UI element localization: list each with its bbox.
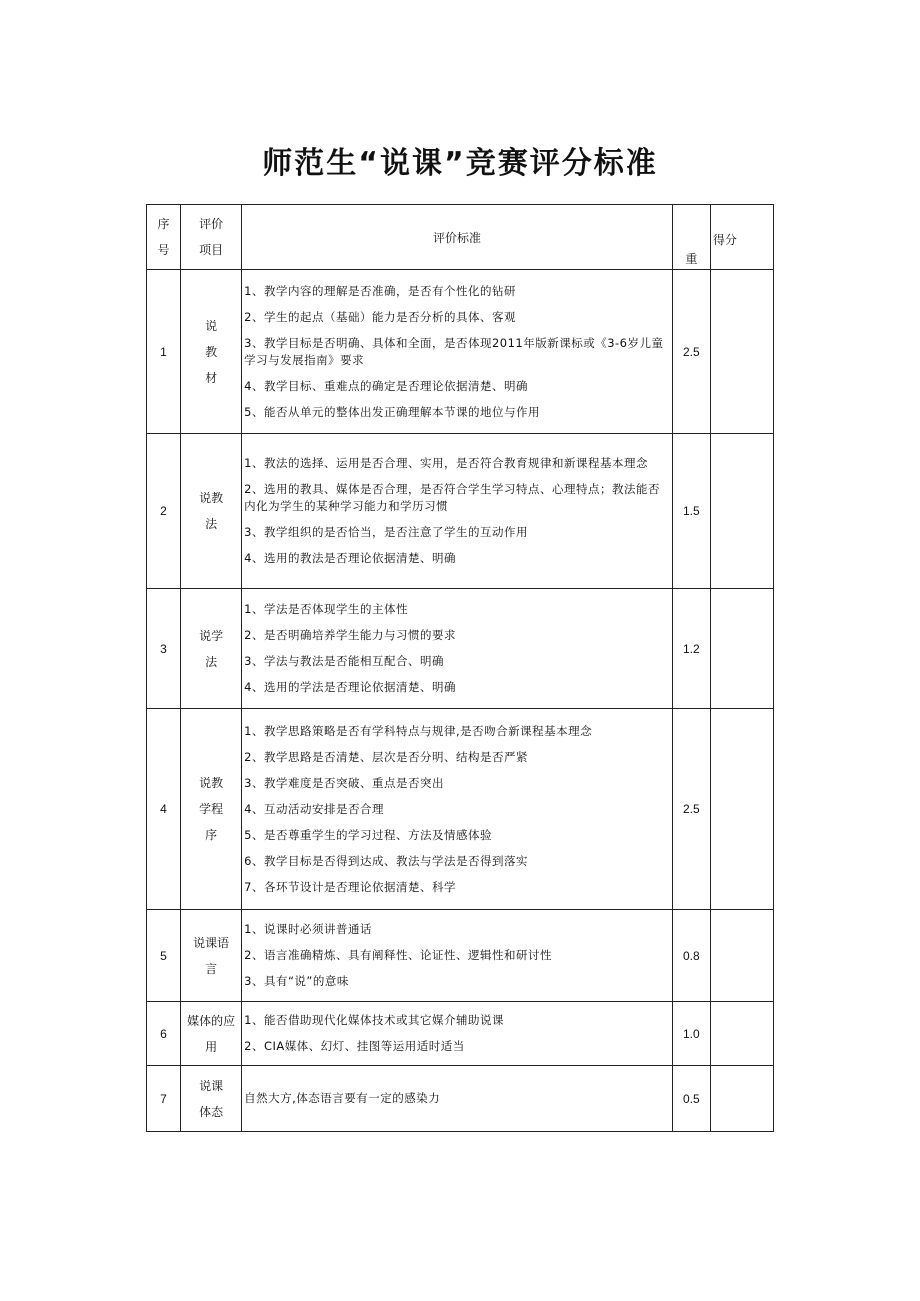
criteria-item: 1、教法的选择、运用是否合理、实用，是否符合教育规律和新课程基本理念 [244,456,648,470]
evaluation-item-line: 说 [205,318,218,333]
criteria-item: 1、教学思路策略是否有学科特点与规律,是否吻合新课程基本理念 [244,723,593,738]
seq-number: 5 [147,910,181,1002]
evaluation-item-line: 用 [205,1039,218,1054]
weight-value: 1.2 [672,589,710,709]
seq-number: 4 [147,709,181,910]
criteria-item: 4、选用的学法是否理论依据清楚、明确 [244,680,456,694]
score-input-cell[interactable] [710,709,773,910]
criteria-item: 1、教学内容的理解是否准确，是否有个性化的钻研 [244,283,516,298]
table-row [147,1066,774,1132]
table-row [147,1002,774,1066]
criteria-cell [242,1002,673,1066]
score-input-cell[interactable] [710,1066,773,1132]
criteria-item: 4、互动活动安排是否合理 [244,801,384,816]
criteria-item: 2、选用的教具、媒体是否合理，是否符合学生学习特点、心理特点；教法能否内化为学生的某种学习能力和学历习惯 [244,482,660,513]
evaluation-item-line: 说课语 [193,935,230,950]
criteria-cell [242,709,673,910]
criteria-item: 6、教学目标是否得到达成、教法与学法是否得到落实 [244,853,528,868]
header-item [181,205,242,270]
table-header-row [147,205,774,270]
scoring-table [146,204,774,1132]
score-input-cell[interactable] [710,434,773,589]
criteria-item: 1、能否借助现代化媒体技术或其它媒介辅助说课 [244,1013,504,1027]
page-title: 师范生“说课”竞赛评分标准 [262,146,658,181]
criteria-item: 2、语言准确精炼、具有阐释性、论证性、逻辑性和研讨性 [244,948,552,962]
evaluation-item [181,270,242,434]
evaluation-item-line: 说学 [199,628,224,643]
table-row [147,910,774,1002]
criteria-cell [242,1066,673,1132]
criteria-cell [242,434,673,589]
criteria-cell [242,910,673,1002]
criteria-item: 自然大方,体态语言要有一定的感染力 [244,1091,441,1105]
seq-number: 2 [147,434,181,589]
score-input-cell[interactable] [710,589,773,709]
criteria-item: 4、选用的教法是否理论依据清楚、明确 [244,551,456,565]
evaluation-item [181,910,242,1002]
header-score: 得分 [710,205,773,270]
criteria-item: 3、教学目标是否明确、具体和全面，是否体现2011年版新课标或《3-6岁儿童学习与发展指南》要求 [244,335,664,367]
evaluation-item-line: 材 [205,370,218,385]
evaluation-item-line: 媒体的应 [187,1013,236,1028]
header-item-line: 评价 [199,217,224,231]
criteria-item: 1、说课时必须讲普通话 [244,922,372,936]
header-seq-line: 序 [157,217,170,231]
evaluation-item [181,709,242,910]
criteria-item: 2、学生的起点（基础）能力是否分析的具体、客观 [244,309,516,324]
header-seq [147,205,181,270]
seq-number: 3 [147,589,181,709]
evaluation-item-line: 法 [205,654,218,669]
weight-value: 2.5 [672,270,710,434]
table-row [147,270,774,434]
weight-value: 2.5 [672,709,710,910]
criteria-item: 3、教学难度是否突破、重点是否突出 [244,775,444,790]
evaluation-item-line: 言 [205,961,218,976]
evaluation-item-line: 法 [205,517,218,531]
header-seq-line: 号 [157,243,170,257]
evaluation-item [181,589,242,709]
evaluation-item [181,434,242,589]
header-criteria: 评价标准 [242,205,673,270]
criteria-item: 2、是否明确培养学生能力与习惯的要求 [244,628,456,642]
criteria-item: 5、是否尊重学生的学习过程、方法及情感体验 [244,827,492,842]
evaluation-item-line: 教 [205,344,218,359]
table-row [147,709,774,910]
evaluation-item-line: 说课 [199,1078,224,1093]
score-input-cell[interactable] [710,1002,773,1066]
header-item-line: 项目 [199,243,224,257]
criteria-cell [242,270,673,434]
criteria-cell [242,589,673,709]
evaluation-item [181,1002,242,1066]
weight-value: 1.0 [672,1002,710,1066]
seq-number: 7 [147,1066,181,1132]
weight-value: 1.5 [672,434,710,589]
evaluation-item [181,1066,242,1132]
evaluation-item-line: 说教 [199,491,224,505]
seq-number: 6 [147,1002,181,1066]
header-weight: 重 [672,205,710,270]
evaluation-item-line: 体态 [199,1104,224,1119]
criteria-item: 1、学法是否体现学生的主体性 [244,602,408,616]
weight-value: 0.5 [672,1066,710,1132]
table-row [147,434,774,589]
evaluation-item-line: 学程 [199,802,224,816]
criteria-item: 4、教学目标、重难点的确定是否理论依据清楚、明确 [244,378,528,393]
criteria-item: 2、CIA媒体、幻灯、挂图等运用适时适当 [244,1039,465,1053]
seq-number: 1 [147,270,181,434]
criteria-item: 3、教学组织的是否恰当，是否注意了学生的互动作用 [244,525,528,539]
criteria-item: 5、能否从单元的整体出发正确理解本节课的地位与作用 [244,404,540,419]
criteria-item: 2、教学思路是否清楚、层次是否分明、结构是否严紧 [244,749,528,764]
evaluation-item-line: 说教 [199,776,224,790]
criteria-item: 3、学法与教法是否能相互配合、明确 [244,654,444,668]
criteria-item: 7、各环节设计是否理论依据清楚、科学 [244,879,456,894]
score-input-cell[interactable] [710,910,773,1002]
evaluation-item-line: 序 [205,828,218,842]
weight-value: 0.8 [672,910,710,1002]
score-input-cell[interactable] [710,270,773,434]
criteria-item: 3、具有“说”的意味 [244,974,349,988]
table-row [147,589,774,709]
